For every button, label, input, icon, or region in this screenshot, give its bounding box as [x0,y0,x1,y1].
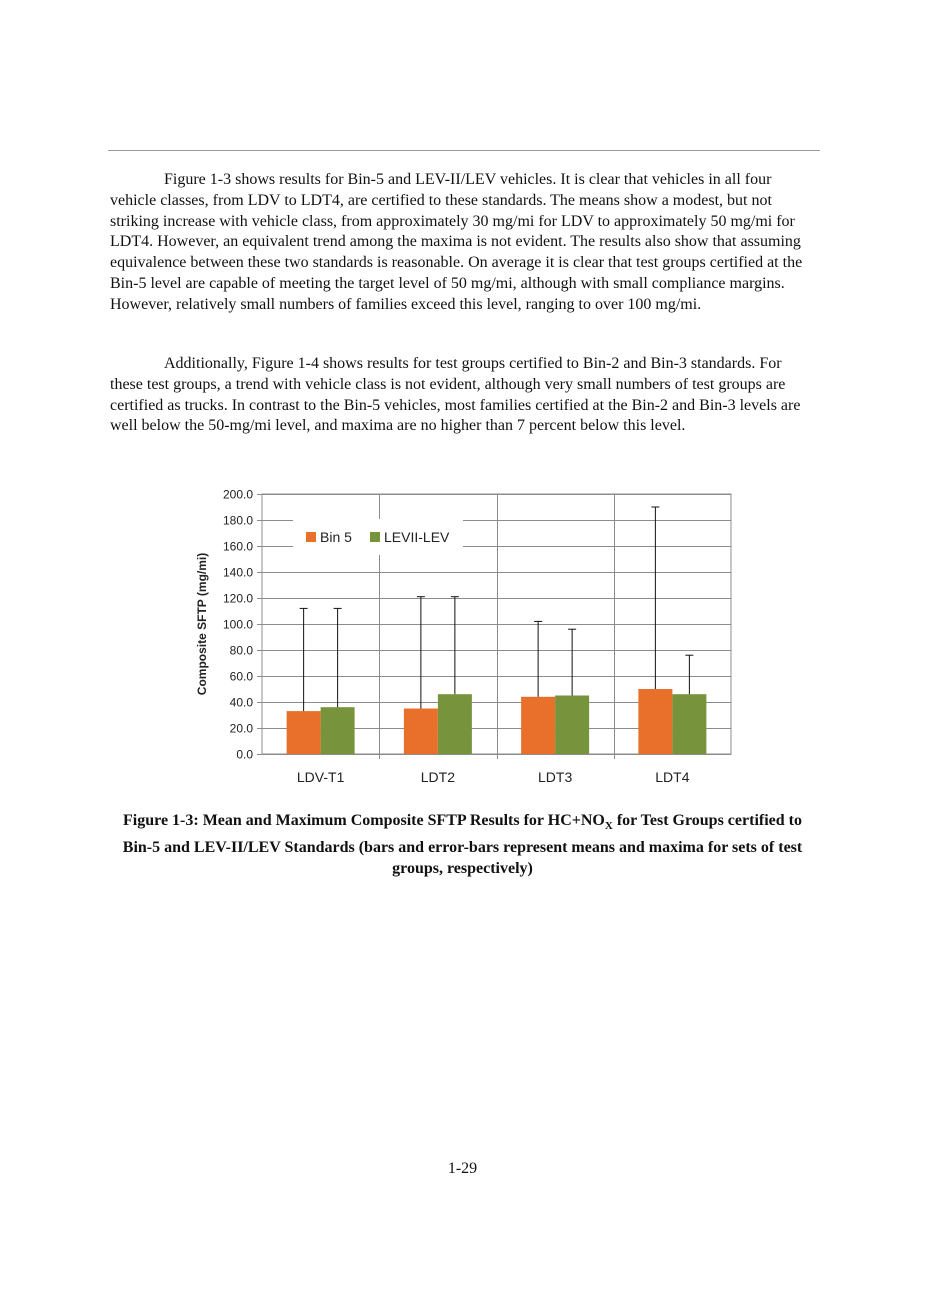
legend-label: Bin 5 [320,529,352,545]
bar-levii-lev [438,694,472,754]
header-rule [108,150,820,151]
y-tick-label: 120.0 [222,591,253,606]
y-tick-label: 140.0 [222,565,253,580]
legend-swatch [370,532,380,542]
y-tick-label: 160.0 [222,539,253,554]
x-tick-label: LDT2 [420,769,455,785]
x-tick-label: LDT3 [538,769,573,785]
y-tick-label: 40.0 [229,695,253,710]
y-tick-label: 60.0 [229,669,253,684]
page-number: 1-29 [447,1160,478,1177]
y-tick-label: 80.0 [229,643,253,658]
x-tick-label: LDV-T1 [296,769,345,785]
caption-suffix: for Test Groups certified to Bin-5 and LEV-II/LEV Standards (bars and error-bars represent means and maxima for sets of test groups, respectively) [122,812,803,878]
y-tick-label: 0.0 [236,747,253,762]
bar-bin-5 [521,697,555,754]
y-tick-label: 100.0 [222,617,253,632]
body-paragraph: Figure 1-3 shows results for Bin-5 and LEV-II/LEV vehicles. It is clear that vehicles in all four vehicle classes, from LDV to LDT4, are certified to these standards. The means show a modest, but not striking increase with vehicle class, from approximately 30 mg/mi for LDV to approximately 50 mg/mi for LDT4. However, an equivalent trend among the maxima is not evident. The results also show that assuming equivalence between these two standards is reasonable. On average it is clear that test groups certified at the Bin-5 level are capable of meeting the target level of 50 mg/mi, although with small compliance margins. However, relatively small numbers of families exceed this level, ranging to over 100 mg/mi. [110,171,803,313]
legend-swatch [306,532,316,542]
y-tick-label: 20.0 [229,721,253,736]
bar-chart [190,480,740,790]
legend-label: LEVII-LEV [384,529,450,545]
bar-bin-5 [287,711,321,754]
body-paragraph: Additionally, Figure 1-4 shows results for test groups certified to Bin-2 and Bin-3 standards. For these test groups, a trend with vehicle class is not evident, although very small numbers of test groups are certified as trucks. In contrast to the Bin-5 vehicles, most families certified at the Bin-2 and Bin-3 levels are well below the 50-mg/mi level, and maxima are no higher than 7 percent below this level. [110,355,801,435]
bar-levii-lev [672,694,706,754]
y-axis-label: Composite SFTP (mg/mi) [195,552,209,696]
figure-caption [110,810,815,879]
x-tick-label: LDT4 [655,769,690,785]
bar-levii-lev [321,707,355,754]
y-tick-label: 200.0 [222,487,253,502]
caption-prefix: Figure 1-3: Mean and Maximum Composite SFTP Results for HC+NO [123,812,605,829]
bar-levii-lev [555,696,589,755]
caption-subscript: X [604,820,613,833]
bar-bin-5 [638,689,672,754]
y-tick-label: 180.0 [222,513,253,528]
bar-bin-5 [404,709,438,755]
